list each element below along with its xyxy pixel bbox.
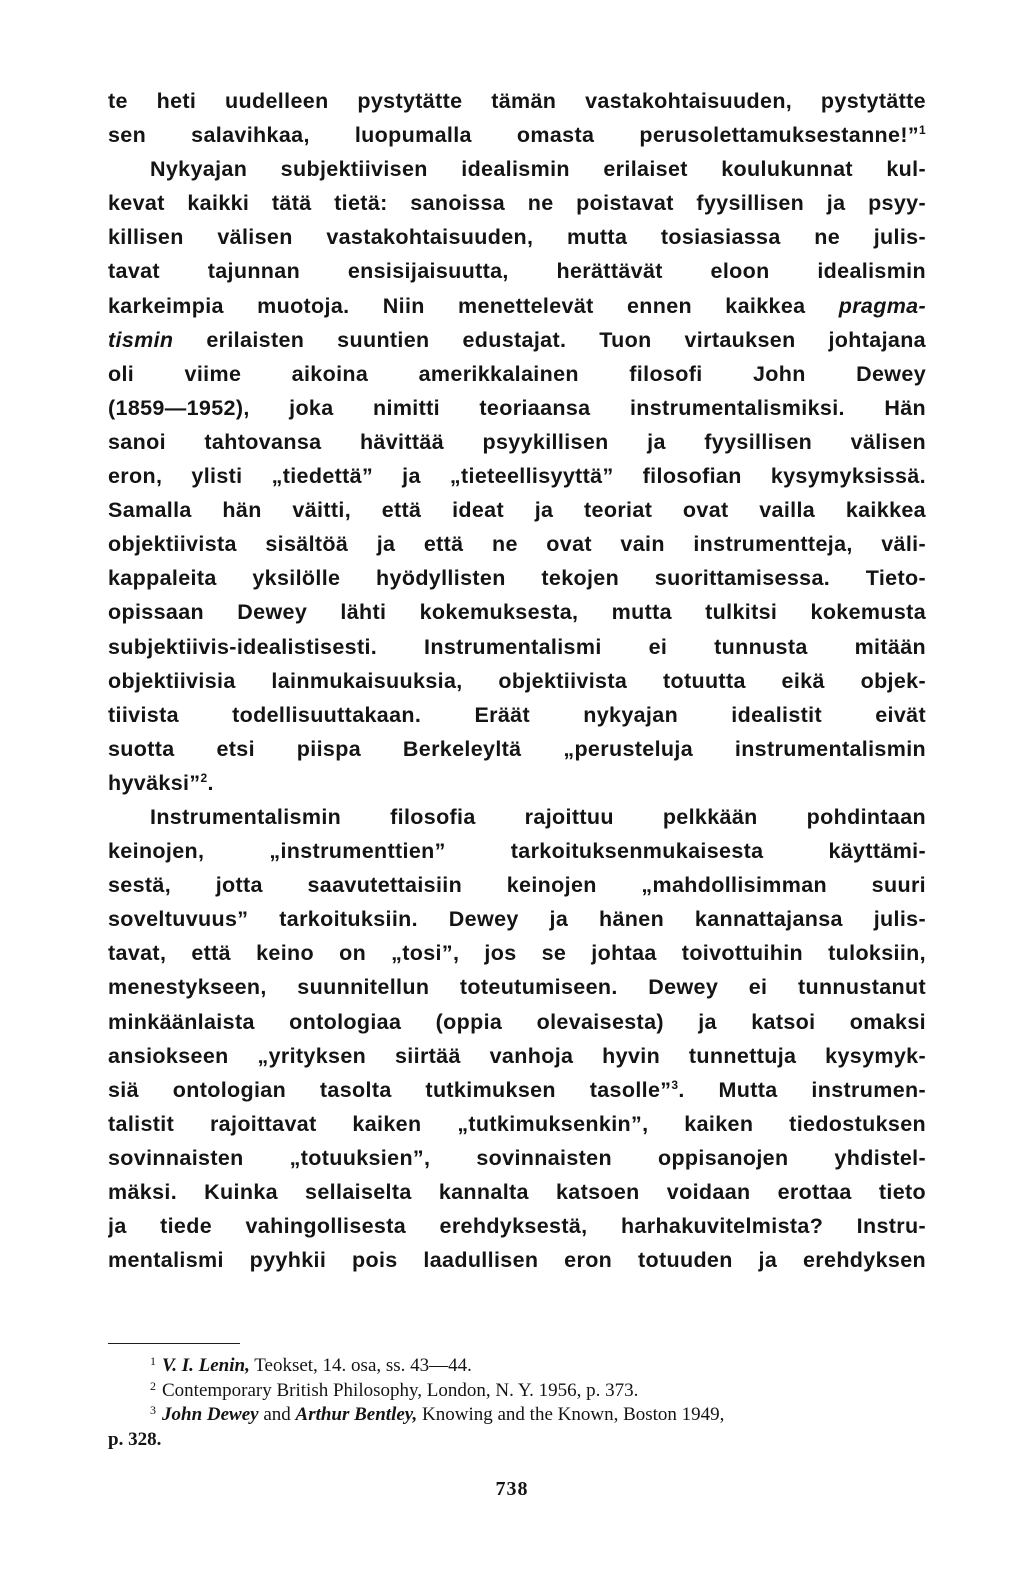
text-segment: talistit rajoittavat kaiken „tutkimuksenkin”, kaiken tiedostuksen — [108, 1111, 926, 1136]
text-segment: sestä, jotta saavutettaisiin keinojen „mahdollisimman suuri — [108, 873, 926, 898]
text-line — [108, 254, 926, 288]
text-segment: kevat kaikki tätä tietä: sanoissa ne poistavat fyysillisen ja psyy- — [108, 191, 926, 216]
text-segment: keinojen, „instrumenttien” tarkoituksenmukaisesta käyttämi- — [108, 839, 926, 864]
text-line — [108, 425, 926, 459]
text-line — [108, 595, 926, 629]
text-segment: hyväksi” — [108, 770, 201, 795]
text-segment: karkeimpia muotoja. Niin menettelevät ennen kaikkea — [108, 293, 839, 318]
footnote-text: Knowing and the Known, Boston 1949, — [417, 1404, 725, 1425]
text-line — [108, 902, 926, 936]
footnote-reference: 3 — [671, 1077, 679, 1092]
text-segment: suotta etsi piispa Berkeleyltä „perusteluja instrumentalismin — [108, 736, 926, 761]
text-line — [108, 220, 926, 254]
text-segment: eron, ylisti „tiedettä” ja „tieteellisyyttä” filosofian kysymyksissä. — [108, 464, 926, 489]
text-segment: killisen välisen vastakohtaisuuden, mutta tosiasiassa ne julis- — [108, 225, 926, 250]
text-line — [108, 1073, 926, 1107]
text-line — [108, 152, 926, 186]
text-line — [108, 766, 926, 800]
text-segment: (1859—1952), joka nimitti teoriaansa instrumentalismiksi. Hän — [108, 395, 926, 420]
text-line — [108, 84, 926, 118]
text-segment: objektiivisia lainmukaisuuksia, objektiivista totuutta eikä objek- — [108, 668, 926, 693]
footnote-text: Contemporary British Philosophy, London, N. Y. 1956, p. 373. — [162, 1379, 639, 1401]
text-segment: tavat tajunnan ensisijaisuutta, herättävät eloon idealismin — [108, 259, 926, 284]
footnote — [108, 1403, 926, 1428]
text-segment: pragma- — [838, 293, 926, 318]
text-segment: tismin — [108, 327, 174, 352]
body-text — [108, 84, 926, 1277]
footnote — [108, 1428, 926, 1453]
text-segment: menestykseen, suunnitellun toteutumiseen. Dewey ei tunnustanut — [108, 975, 926, 1000]
text-segment: te heti uudelleen pystytätte tämän vastakohtaisuuden, pystytätte — [108, 89, 926, 113]
footnote-mark: 3 — [150, 1403, 156, 1417]
text-segment: mäksi. Kuinka sellaiselta kannalta katsoen voidaan erottaa tieto — [108, 1180, 926, 1204]
text-line — [108, 186, 926, 220]
text-line — [108, 800, 926, 834]
text-line — [108, 698, 926, 732]
text-line — [108, 357, 926, 391]
footnote-text: V. I. Lenin, — [162, 1355, 250, 1376]
text-line — [108, 936, 926, 970]
text-line — [108, 868, 926, 902]
text-segment: subjektiivis-idealistisesti. Instrumentalismi ei tunnusta mitään — [108, 634, 926, 659]
footnote-text: and — [258, 1404, 296, 1425]
text-segment: Nykyajan subjektiivisen idealismin erilaiset koulukunnat kul- — [150, 157, 926, 182]
text-segment: Samalla hän väitti, että ideat ja teoriat ovat vailla kaikkea — [108, 498, 926, 523]
text-line — [108, 1107, 926, 1141]
text-line — [108, 1175, 926, 1209]
text-segment: sen salavihkaa, luopumalla omasta perusolettamuksestanne!” — [108, 123, 919, 148]
text-segment: . — [207, 770, 214, 795]
footnote-reference: 2 — [200, 770, 208, 785]
text-segment: mentalismi pyyhkii pois laadullisen eron totuuden ja erehdyksen — [108, 1248, 926, 1273]
footnote — [108, 1379, 926, 1404]
text-segment: soveltuvuus” tarkoituksiin. Dewey ja hänen kannattajansa julis- — [108, 907, 926, 932]
text-line — [108, 118, 926, 152]
footnote-text: p. 328. — [108, 1428, 162, 1450]
text-line — [108, 323, 926, 357]
text-segment: objektiivista sisältöä ja että ne ovat vain instrumentteja, väli- — [108, 532, 926, 557]
text-line — [108, 561, 926, 595]
text-line — [108, 493, 926, 527]
text-line — [108, 459, 926, 493]
text-segment: sanoi tahtovansa hävittää psyykillisen ja fyysillisen välisen — [108, 429, 926, 454]
text-segment: minkäänlaista ontologiaa (oppia olevaisesta) ja katsoi omaksi — [108, 1009, 926, 1034]
text-segment: erilaisten suuntien edustajat. Tuon virtauksen johtajana — [173, 327, 926, 352]
text-segment: . Mutta instrumen- — [678, 1077, 926, 1102]
text-segment: siä ontologian tasolta tutkimuksen tasolle” — [108, 1077, 672, 1102]
text-line — [108, 834, 926, 868]
footnote-text: John Dewey — [162, 1404, 259, 1425]
text-segment: ja tiede vahingollisesta erehdyksestä, harhakuvitelmista? Instru- — [108, 1214, 926, 1239]
text-segment: tavat, että keino on „tosi”, jos se johtaa toivottuihin tuloksiin, — [108, 941, 926, 966]
text-line — [108, 664, 926, 698]
footnote-mark: 1 — [150, 1354, 156, 1368]
text-line — [108, 970, 926, 1004]
text-line — [108, 1005, 926, 1039]
text-line — [108, 1141, 926, 1175]
text-segment: Instrumentalismin filosofia rajoittuu pelkkään pohdintaan — [150, 804, 926, 829]
text-segment: tiivista todellisuuttakaan. Eräät nykyajan idealistit eivät — [108, 702, 926, 727]
footnotes — [108, 1354, 926, 1452]
footnote-reference: 1 — [918, 123, 926, 138]
text-segment: oli viime aikoina amerikkalainen filosofi John Dewey — [108, 361, 926, 386]
footnote-rule — [108, 1343, 240, 1344]
text-segment: kappaleita yksilölle hyödyllisten tekojen suorittamisessa. Tieto- — [108, 566, 926, 591]
text-line — [108, 1243, 926, 1277]
footnote-text: Teokset, 14. osa, ss. 43—44. — [249, 1355, 472, 1376]
text-segment: sovinnaisten „totuuksien”, sovinnaisten oppisanojen yhdistel- — [108, 1145, 926, 1170]
text-line — [108, 289, 926, 323]
footnote-mark: 2 — [150, 1378, 156, 1393]
text-segment: ansiokseen „yrityksen siirtää vanhoja hyvin tunnettuja kysymyk- — [108, 1043, 926, 1068]
text-line — [108, 732, 926, 766]
text-segment: opissaan Dewey lähti kokemuksesta, mutta tulkitsi kokemusta — [108, 600, 926, 625]
text-line — [108, 1209, 926, 1243]
text-line — [108, 391, 926, 425]
text-line — [108, 630, 926, 664]
text-line — [108, 527, 926, 561]
page-number: 738 — [495, 1478, 529, 1500]
footnote-text: Arthur Bentley, — [295, 1404, 418, 1425]
text-line — [108, 1039, 926, 1073]
footnote — [108, 1354, 926, 1379]
